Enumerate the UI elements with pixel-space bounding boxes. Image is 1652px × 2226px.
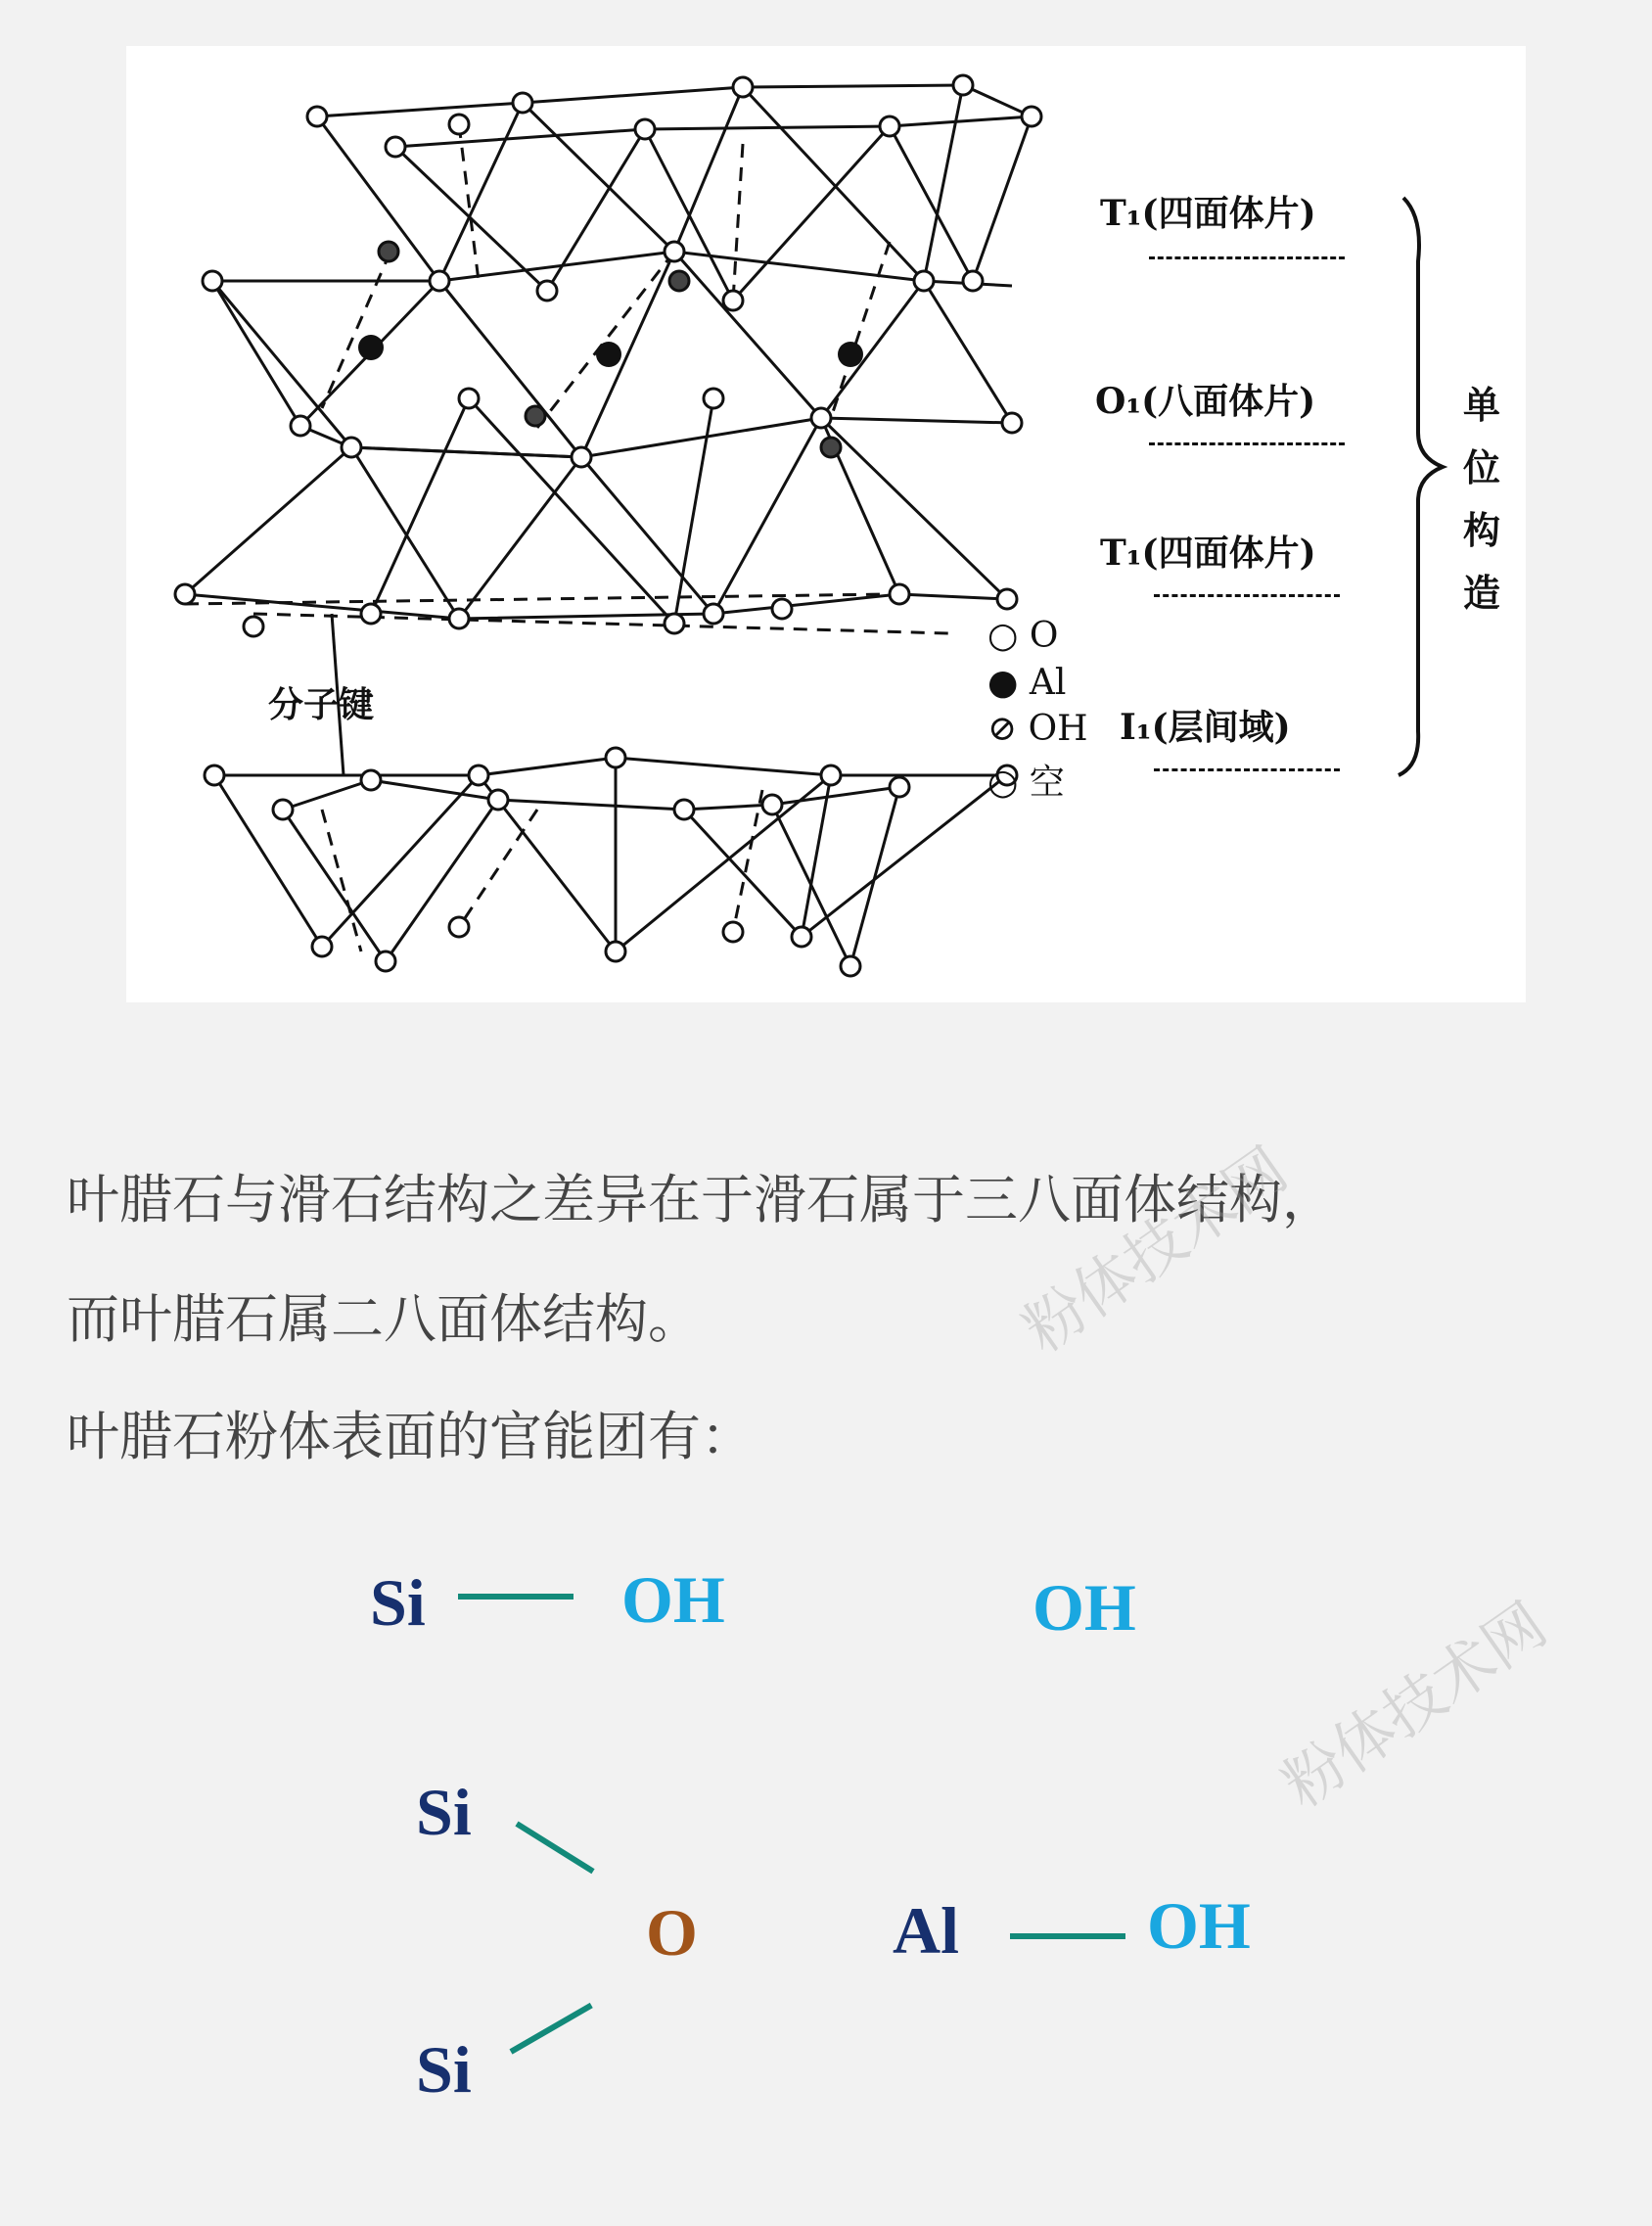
group3-si-top: Si [416,1775,472,1849]
crystal-structure-figure [126,46,1526,1002]
filled-circle-icon: ● [987,663,1019,703]
dash-divider [1149,256,1345,259]
watermark: 粉体技术网 [1010,1133,1301,1367]
unit-structure-label: 单 位 构 造 [1462,383,1500,615]
paragraph-line-2: 而叶腊石属二八面体结构。 [67,1288,701,1350]
group3-si-bottom: Si [416,2032,472,2107]
group3-o: O [646,1895,698,1970]
group4-al: Al [893,1893,959,1968]
paragraph-line-1: 叶腊石与滑石结构之差异在于滑石属于三八面体结构， [67,1169,1335,1230]
hatched-circle-icon: ⊘ [987,709,1018,749]
group4-oh: OH [1147,1888,1251,1963]
bond-line [510,2003,593,2055]
dash-divider [1154,594,1340,597]
label-t1-bottom: T₁(四面体片) [1100,533,1316,574]
bond-line [1010,1933,1125,1939]
label-i1: I₁(层间域) [1120,707,1291,748]
dash-divider [1154,768,1340,771]
group1-si: Si [370,1565,426,1640]
bond-line [458,1594,574,1600]
legend-oh: ⊘ OH [987,709,1088,749]
legend-o: ○ O [987,616,1059,656]
legend-al: ● Al [987,663,1067,703]
label-t1-top: T₁(四面体片) [1100,193,1316,234]
group2-oh: OH [1032,1570,1136,1645]
molecular-bond-label: 分子键 [268,684,375,725]
open-circle-icon: ○ [987,763,1019,803]
label-o1: O₁(八面体片) [1095,381,1316,422]
paragraph-line-3: 叶腊石粉体表面的官能团有： [67,1406,754,1467]
watermark: 粉体技术网 [1269,1588,1560,1822]
group1-oh: OH [621,1562,725,1637]
bond-line [515,1821,594,1874]
open-circle-icon: ○ [987,616,1019,656]
legend-empty: ○ 空 [987,763,1065,803]
dash-divider [1149,442,1345,445]
